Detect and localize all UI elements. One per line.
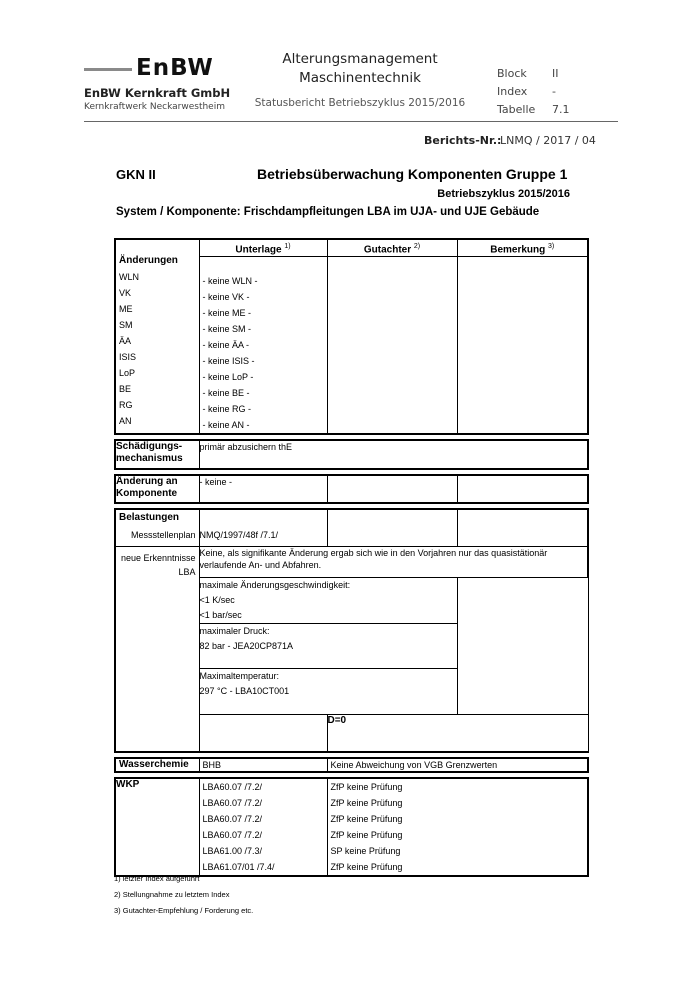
aenderungsgeschwindigkeit xyxy=(199,577,457,623)
aenderung-label: LoP xyxy=(119,368,136,378)
aenderung-label: AN xyxy=(119,416,132,426)
aenderungen-title: Änderungen xyxy=(119,255,178,266)
report-number-label: Berichts-Nr.: xyxy=(424,134,502,147)
max-temperatur xyxy=(199,668,457,714)
meta-index-value: - xyxy=(552,85,556,98)
wkp-refs xyxy=(199,778,327,876)
belastungen-title: Belastungen xyxy=(119,512,180,524)
belastungen-empty xyxy=(457,623,588,668)
erkenntnisse-text: Keine, als signifikante Änderung ergab sich wie in den Vorjahren nur das quasistätionär verlaufende An- und Abfahren. xyxy=(199,546,588,577)
wkp-ref: LBA60.07 /7.2/ xyxy=(202,814,263,825)
wkp-ref: LBA60.07 /7.2/ xyxy=(202,782,263,793)
temp-value: 297 °C - LBA10CT001 xyxy=(199,685,290,696)
aenderung-value: - keine RG - xyxy=(202,404,252,415)
aenderungsgeschw-title: maximale Änderungsgeschwindigkeit: xyxy=(199,579,351,590)
header-title-line2: Maschinentechnik xyxy=(299,70,421,86)
aenderungsgeschw-value: <1 K/sec xyxy=(199,594,235,605)
wkp-ref: LBA60.07 /7.2/ xyxy=(202,830,263,841)
messstellen-label: Messstellenplan xyxy=(130,530,196,541)
aenderungen-bemerkung xyxy=(457,257,588,435)
col-header-unterlage: Unterlage $^{1)}$ xyxy=(199,239,327,257)
aenderung-value: - keine LoP - xyxy=(202,372,254,383)
aenderung-label: ME xyxy=(119,304,133,314)
aenderung-label: ISIS xyxy=(119,352,137,362)
erkenntnisse-label xyxy=(115,546,199,752)
meta-index-label: Index xyxy=(497,85,528,98)
wkp-ref: LBA61.00 /7.3/ xyxy=(202,846,263,857)
schaedigung-title: Schädigungs- mechanismus xyxy=(115,440,199,469)
aenderung-komponente-bemerkung xyxy=(457,475,588,503)
d-value: D=0 xyxy=(327,714,588,752)
wasserchemie-value: BHB xyxy=(199,758,327,772)
system-title: System / Komponente: Frischdampfleitungen LBA im UJA- und UJE Gebäude xyxy=(116,206,540,218)
meta-block-label: Block xyxy=(497,67,527,80)
aenderung-label: ÄA xyxy=(119,336,132,346)
aenderung-komponente-title: Änderung an Komponente xyxy=(115,475,199,503)
header-title-line1: Alterungsmanagement xyxy=(282,51,438,67)
report-number-value: LNMQ / 2017 / 04 xyxy=(500,134,596,147)
logo-line xyxy=(84,68,132,71)
aenderung-komponente-gutachter xyxy=(327,475,457,503)
aenderung-value: - keine VK - xyxy=(202,292,250,303)
wkp-result: ZfP keine Prüfung xyxy=(330,830,403,841)
erkenntnisse-label-line1: neue Erkenntnisse xyxy=(120,552,196,563)
wkp-title: WKP xyxy=(115,778,199,876)
belastungen-empty xyxy=(457,577,588,623)
aenderung-value: - keine ÄA - xyxy=(202,340,250,351)
footnote-3: 3) Gutachter-Empfehlung / Forderung etc. xyxy=(114,906,254,915)
aenderungen-labels xyxy=(115,239,199,434)
aenderung-value: - keine WLN - xyxy=(202,276,258,287)
messstellen-value: NMQ/1997/48f /7.1/ xyxy=(199,509,327,546)
wkp-result: ZfP keine Prüfung xyxy=(330,782,403,793)
wasserchemie-title: Wasserchemie xyxy=(115,758,199,772)
cycle-title: Betriebszyklus 2015/2016 xyxy=(437,188,570,200)
company-name: EnBW Kernkraft GmbH xyxy=(84,86,231,100)
wasserchemie-note: Keine Abweichung von VGB Grenzwerten xyxy=(327,758,588,772)
wkp-ref: LBA60.07 /7.2/ xyxy=(202,798,263,809)
aenderungsgeschw-value: <1 bar/sec xyxy=(199,609,242,620)
aenderung-label: VK xyxy=(119,288,132,298)
footnote-2: 2) Stellungnahme zu letztem Index xyxy=(114,890,230,899)
page-title: Betriebsüberwachung Komponenten Gruppe 1 xyxy=(257,166,568,182)
meta-tabelle-label: Tabelle xyxy=(497,103,536,116)
druck-title: maximaler Druck: xyxy=(199,625,270,636)
belastungen-labels xyxy=(115,509,199,546)
meta-tabelle-value: 7.1 xyxy=(552,103,570,116)
belastungen-empty xyxy=(457,668,588,714)
footnote-1: 1) letzter Index aufgeführt xyxy=(114,874,200,883)
col-header-bemerkung: Bemerkung $^{3)}$ xyxy=(457,239,588,257)
aenderung-komponente-value: - keine - xyxy=(199,475,327,503)
erkenntnisse-label-line2: LBA xyxy=(178,566,196,577)
aenderung-value: - keine SM - xyxy=(202,324,252,335)
aenderungen-gutachter xyxy=(327,257,457,435)
belastungen-bemerkung xyxy=(457,509,588,546)
wkp-result: ZfP keine Prüfung xyxy=(330,862,403,873)
aenderungen-values xyxy=(199,257,327,435)
wkp-result: ZfP keine Prüfung xyxy=(330,798,403,809)
aenderung-value: - keine BE - xyxy=(202,388,250,399)
plant-unit: GKN II xyxy=(116,167,156,182)
schaedigung-value: primär abzusichern thE xyxy=(199,440,588,469)
belastungen-gutachter xyxy=(327,509,457,546)
col-header-gutachter: Gutachter $^{2)}$ xyxy=(327,239,457,257)
aenderung-value: - keine ME - xyxy=(202,308,252,319)
status-table xyxy=(114,238,589,877)
aenderung-value: - keine AN - xyxy=(202,420,250,431)
druck-value: 82 bar - JEA20CP871A xyxy=(199,640,294,651)
aenderung-label: WLN xyxy=(119,272,139,282)
max-druck xyxy=(199,623,457,668)
header-subtitle: Statusbericht Betriebszyklus 2015/2016 xyxy=(254,97,466,109)
temp-title: Maximaltemperatur: xyxy=(199,670,280,681)
aenderung-value: - keine ISIS - xyxy=(202,356,255,367)
belastungen-d-empty xyxy=(199,714,327,752)
wkp-result: SP keine Prüfung xyxy=(330,846,401,857)
aenderung-label: SM xyxy=(119,320,133,330)
enbw-logo: EnBW xyxy=(136,55,214,81)
wkp-ref: LBA61.07/01 /7.4/ xyxy=(202,862,275,873)
wkp-results xyxy=(327,778,588,876)
wkp-result: ZfP keine Prüfung xyxy=(330,814,403,825)
aenderung-label: RG xyxy=(119,400,133,410)
plant-name: Kernkraftwerk Neckarwestheim xyxy=(84,102,225,112)
meta-block-value: II xyxy=(552,67,559,80)
aenderung-label: BE xyxy=(119,384,132,394)
header-divider xyxy=(84,121,618,122)
